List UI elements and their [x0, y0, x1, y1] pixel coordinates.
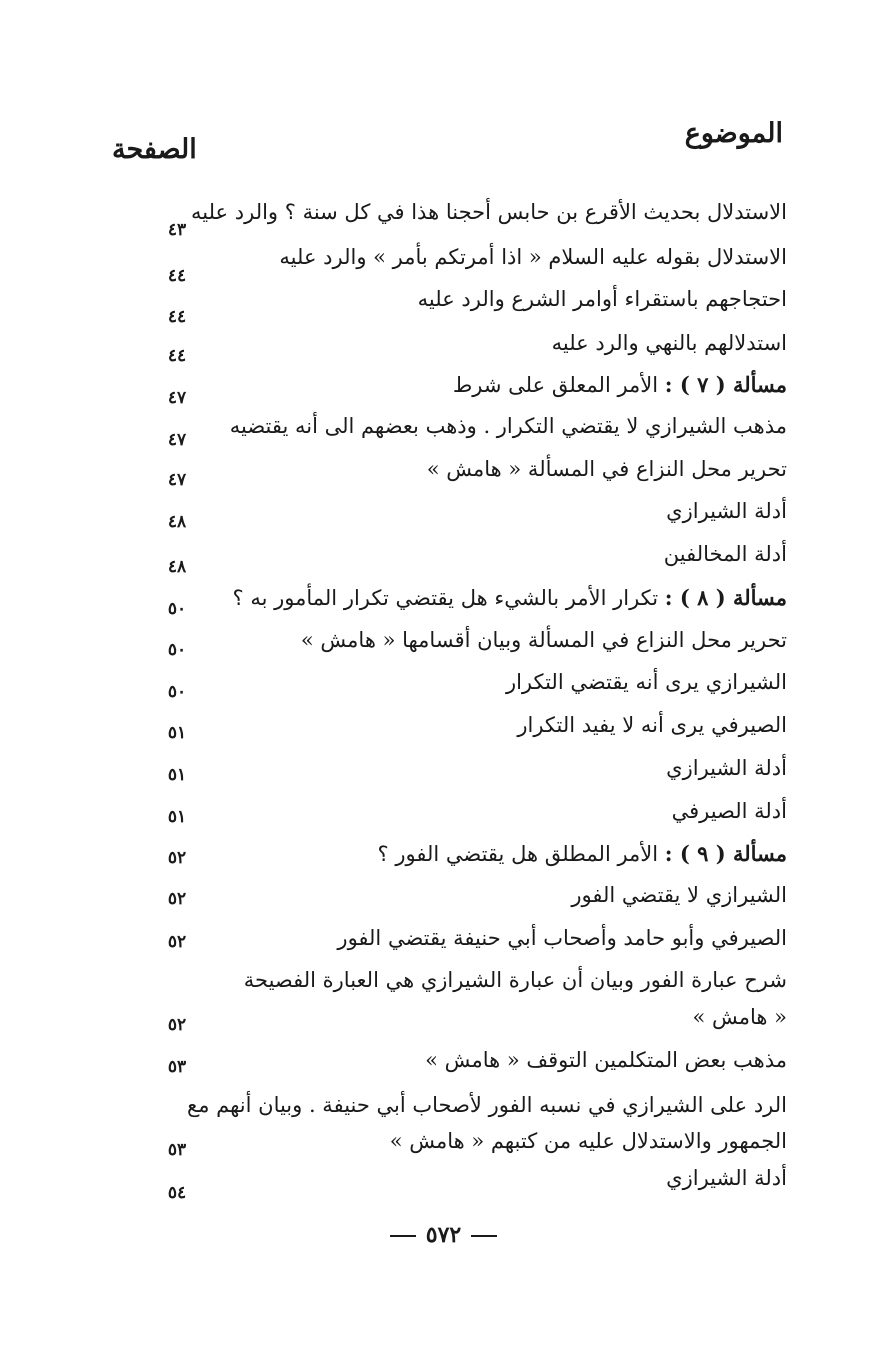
entry-title: أدلة الصيرفي [671, 799, 787, 823]
toc-entry-text [378, 843, 787, 865]
toc-entry-text [244, 970, 787, 991]
footer-dash-right [471, 1235, 497, 1237]
toc-entry-page-number: ٥٢ [167, 848, 187, 868]
toc-entry-page-number: ٤٧ [167, 470, 187, 490]
toc-entry-page-number: ٤٤ [167, 307, 187, 327]
entry-title: الشيرازي لا يقتضي الفور [571, 883, 787, 907]
toc-entry-page-number: ٥١ [167, 765, 187, 785]
toc-entry-page-number: ٤٣ [167, 220, 187, 240]
topic-column-header: الموضوع [684, 118, 783, 149]
toc-entry-page-number: ٤٨ [167, 557, 187, 577]
entry-title: أدلة الشيرازي [666, 499, 787, 523]
entry-title: مذهب بعض المتكلمين التوقف « هامش » [425, 1048, 787, 1072]
toc-entry-text [666, 758, 787, 779]
entry-title: مذهب الشيرازي لا يقتضي التكرار . وذهب بعضهم الى أنه يقتضيه [229, 414, 787, 438]
entry-title: تحرير محل النزاع في المسألة وبيان أقسامها « هامش » [300, 628, 787, 652]
entry-title: الصيرفي وأبو حامد وأصحاب أبي حنيفة يقتضي الفور [337, 926, 787, 950]
toc-entry-text [672, 801, 787, 822]
toc-entry-page-number: ٥٣ [167, 1140, 187, 1160]
toc-entry-text [427, 459, 787, 480]
entry-title: الرد على الشيرازي في نسبه الفور لأصحاب أبي حنيفة . وبيان أنهم مع [187, 1093, 787, 1117]
toc-entry-text [187, 1095, 787, 1116]
entry-title: تحرير محل النزاع في المسألة « هامش » [426, 457, 787, 481]
toc-entry-text [506, 672, 787, 693]
toc-entry-page-number: ٥٢ [167, 1015, 187, 1035]
entry-title: الأمر المطلق هل يقتضي الفور ؟ [377, 842, 659, 866]
entry-title: الصيرفي يرى أنه لا يفيد التكرار [517, 713, 787, 737]
toc-entry-continuation: « هامش » [692, 1005, 787, 1029]
toc-entry-page-number: ٤٨ [167, 512, 187, 532]
entry-title: أدلة المخالفين [663, 542, 787, 566]
toc-entry-text [418, 289, 787, 310]
toc-entry-text [279, 247, 787, 268]
entry-title: أدلة الشيرازي [666, 756, 787, 780]
toc-entry-text [301, 630, 787, 651]
toc-entry-text [517, 715, 787, 736]
toc-entry-page-number: ٥٢ [167, 932, 187, 952]
toc-entry-page-number: ٥٤ [167, 1183, 187, 1203]
issue-label: مسألة ( ٩ ) : [664, 841, 787, 866]
toc-entry-text [191, 202, 787, 223]
toc-entry-text [230, 416, 787, 437]
entry-title: الشيرازي يرى أنه يقتضي التكرار [505, 670, 787, 694]
toc-entry-text [425, 1050, 787, 1071]
toc-entry-page-number: ٤٧ [167, 430, 187, 450]
toc-entry-text [552, 333, 787, 354]
entry-title: شرح عبارة الفور وبيان أن عبارة الشيرازي هي العبارة الفصيحة [243, 968, 787, 992]
toc-entry-text [571, 885, 787, 906]
entry-title: أدلة الشيرازي [666, 1166, 787, 1190]
toc-entry-text [233, 587, 787, 609]
page-number: ٥٧٢ [425, 1222, 462, 1248]
toc-entry-text [666, 501, 787, 522]
toc-entry-text [664, 544, 787, 565]
entry-title: الاستدلال بقوله عليه السلام « اذا أمرتكم بأمر » والرد عليه [279, 245, 787, 269]
entry-title: تكرار الأمر بالشيء هل يقتضي تكرار المأمور به ؟ [232, 586, 659, 610]
toc-entry-page-number: ٥٣ [167, 1057, 187, 1077]
toc-entry-text [337, 928, 787, 949]
entry-title: استدلالهم بالنهي والرد عليه [551, 331, 787, 355]
toc-entry-text [666, 1168, 787, 1189]
toc-entry-page-number: ٥٠ [167, 640, 187, 660]
toc-entry-text [453, 374, 787, 396]
toc-entry-page-number: ٤٤ [167, 346, 187, 366]
toc-entry-page-number: ٥١ [167, 807, 187, 827]
toc-entry-page-number: ٥٢ [167, 889, 187, 909]
toc-entry-page-number: ٥٠ [167, 599, 187, 619]
page-column-header: الصفحة [112, 134, 197, 165]
page-footer [0, 1222, 887, 1248]
toc-entry-page-number: ٥٠ [167, 682, 187, 702]
issue-label: مسألة ( ٧ ) : [664, 372, 787, 397]
toc-entry-page-number: ٥١ [167, 723, 187, 743]
toc-entry-page-number: ٤٤ [167, 266, 187, 286]
footer-dash-left [390, 1235, 416, 1237]
toc-entry-page-number: ٤٧ [167, 388, 187, 408]
toc-entry-continuation: الجمهور والاستدلال عليه من كتبهم « هامش » [389, 1129, 787, 1153]
entry-title: احتجاجهم باستقراء أوامر الشرع والرد عليه [417, 287, 787, 311]
entry-title: الاستدلال بحديث الأقرع بن حابس أحجنا هذا في كل سنة ؟ والرد عليه [191, 200, 787, 224]
issue-label: مسألة ( ٨ ) : [664, 585, 787, 610]
entry-title: الأمر المعلق على شرط [452, 373, 659, 397]
